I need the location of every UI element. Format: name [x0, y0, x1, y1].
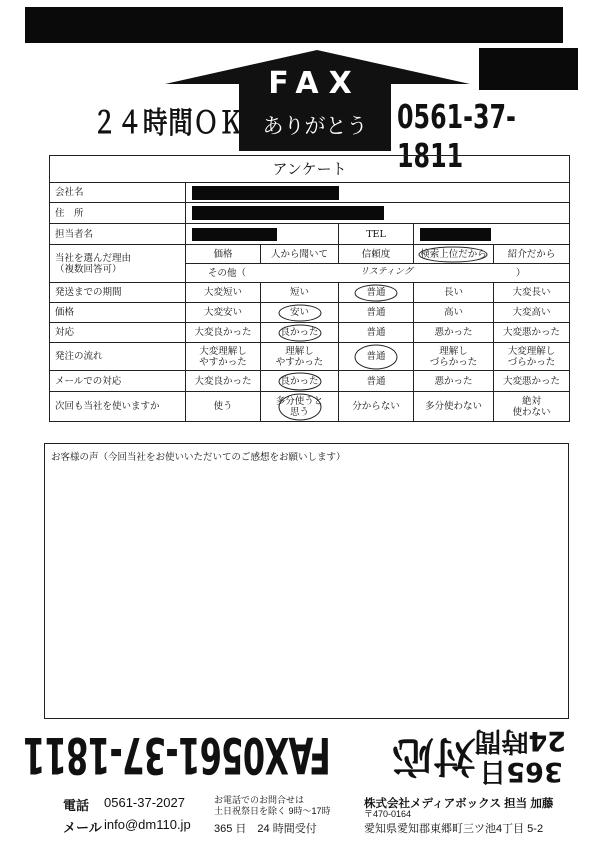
rating-option[interactable]	[186, 371, 261, 392]
rating-option[interactable]	[339, 371, 414, 392]
reason-option[interactable]: 信頼度	[339, 245, 414, 264]
rating-option-label: 普通	[366, 307, 386, 318]
rating-option-label: 大変良かった	[194, 375, 252, 387]
call-note-line1: お電話でのお問合せは	[214, 795, 305, 805]
redacted-address	[192, 206, 384, 220]
customer-voice-label: お客様の声（今回当社をお使いいただいてのご感想をお願いします）	[51, 452, 346, 463]
rating-option[interactable]	[414, 343, 494, 371]
reason-other-close: ）	[516, 268, 526, 279]
redacted-tel	[420, 228, 491, 241]
rating-option[interactable]	[186, 323, 261, 343]
big-fax-number	[23, 724, 392, 786]
tel-label: TEL	[339, 224, 414, 245]
rating-option[interactable]	[186, 303, 261, 323]
redacted-top-bar	[25, 7, 563, 43]
circle-mark-icon	[277, 304, 323, 322]
circle-mark-icon	[353, 284, 399, 302]
rating-option-label: 大変長い	[512, 287, 551, 298]
circle-mark-icon	[353, 344, 399, 370]
rating-option-label: 普通	[366, 287, 386, 298]
mail-address-footer[interactable]: info@dm110.jp	[104, 817, 191, 832]
rating-option-label: 使う	[213, 401, 233, 412]
fax-word: FAX	[268, 66, 362, 101]
rating-option[interactable]	[186, 343, 261, 371]
reason-option-selected[interactable]	[414, 245, 494, 264]
rating-option-label: 多分使わない	[424, 401, 482, 412]
rating-option-selected[interactable]	[339, 343, 414, 371]
reason-option[interactable]: 価格	[186, 245, 261, 264]
rating-option-label: 高い	[443, 307, 463, 318]
reason-label-line1: 当社を選んだ理由	[55, 252, 132, 264]
rating-option-label: 大変高い	[512, 307, 551, 318]
rating-option-label: 短い	[289, 287, 309, 298]
rating-option-label: 良かった	[280, 327, 319, 338]
tel-label-footer: 電話	[63, 798, 90, 813]
rating-row-label: メールでの対応	[50, 371, 186, 392]
rating-row	[50, 283, 570, 303]
reason-label-line2: （複数回答可）	[55, 263, 122, 275]
rating-option-label: 理解し やすかった	[275, 345, 324, 368]
rating-option-selected[interactable]	[261, 323, 339, 343]
big-hours-block	[476, 724, 566, 786]
rating-option[interactable]	[186, 392, 261, 422]
rating-option-label: 悪かった	[434, 375, 473, 387]
company-label: 会社名	[50, 183, 186, 203]
rating-option[interactable]	[494, 343, 570, 371]
rating-option-selected[interactable]	[261, 392, 339, 422]
rating-option[interactable]	[261, 283, 339, 303]
rating-row	[50, 303, 570, 323]
big-fax-text: FAX0561-37-1811	[23, 726, 331, 784]
circle-mark-icon	[277, 324, 323, 342]
rating-option-label: 大変理解し づらかった	[507, 345, 556, 368]
redacted-company	[192, 186, 339, 200]
rating-option-label: 多分使うと 思う	[275, 395, 324, 418]
rating-option-label: 普通	[366, 327, 386, 338]
rating-row-label: 発送までの期間	[50, 283, 186, 303]
reason-label	[50, 245, 186, 283]
rating-option[interactable]	[494, 371, 570, 392]
rating-option-label: 良かった	[280, 375, 319, 387]
rating-option[interactable]	[494, 392, 570, 422]
rating-option-selected[interactable]	[339, 283, 414, 303]
rating-row	[50, 392, 570, 422]
company-name: 株式会社メディアボックス 担当 加藤	[364, 798, 554, 810]
survey-title: アンケート	[50, 156, 570, 183]
rating-option-selected[interactable]	[261, 303, 339, 323]
rating-row	[50, 323, 570, 343]
rating-option-label: 大変安い	[203, 307, 242, 318]
reason-other[interactable]	[186, 264, 570, 283]
rating-option-label: 分からない	[352, 401, 400, 412]
rating-option[interactable]	[261, 343, 339, 371]
rating-option-label: 安い	[289, 307, 309, 318]
thanks-word: ありがとう	[262, 114, 368, 138]
reason-option[interactable]: 紹介だから	[494, 245, 570, 264]
tel-field[interactable]	[414, 224, 570, 245]
call-note-line2: 土日祝祭日を除く 9時〜17時	[214, 806, 331, 816]
redacted-person	[192, 228, 277, 241]
customer-voice-box[interactable]	[44, 443, 569, 719]
rating-option-label: 大変悪かった	[503, 375, 561, 387]
big-support-text: 対応	[391, 732, 476, 781]
redacted-top-right	[479, 48, 578, 90]
reason-other-value: リスティング	[360, 267, 413, 277]
rating-option[interactable]	[339, 392, 414, 422]
company-field[interactable]	[186, 183, 570, 203]
reason-option[interactable]: 人から聞いて	[261, 245, 339, 264]
address-field[interactable]	[186, 203, 570, 224]
person-label: 担当者名	[50, 224, 186, 245]
rating-row	[50, 343, 570, 371]
rating-option[interactable]	[414, 371, 494, 392]
rating-option-label: 普通	[366, 375, 386, 387]
rating-option-label: 悪かった	[434, 327, 473, 338]
rating-option-selected[interactable]	[261, 371, 339, 392]
rating-option-label: 絶対 使わない	[512, 395, 551, 418]
hours-ok: ２４時間ＯＫ	[92, 106, 245, 141]
rating-option[interactable]	[414, 323, 494, 343]
rating-option-label: 大変良かった	[194, 327, 252, 338]
rating-option-label: 大変短い	[203, 287, 242, 298]
rating-row-label: 対応	[50, 323, 186, 343]
rating-option-label: 大変理解し やすかった	[199, 345, 247, 368]
rating-option[interactable]	[414, 303, 494, 323]
reason-other-label: その他（	[208, 267, 247, 279]
rating-option[interactable]	[186, 283, 261, 303]
rating-row-label: 次回も当社を使いますか	[50, 392, 186, 422]
header-fax-number: 0561-37-1811	[397, 97, 516, 175]
tel-number-footer[interactable]: 0561-37-2027	[104, 795, 185, 810]
rating-option-label: 長い	[443, 287, 463, 298]
mail-label-footer: メール	[63, 820, 102, 835]
circle-mark-icon	[417, 246, 489, 263]
address-label: 住 所	[50, 203, 186, 224]
rating-option[interactable]	[414, 283, 494, 303]
postal-code: 〒470-0164	[364, 809, 412, 819]
person-field[interactable]	[186, 224, 339, 245]
rating-option[interactable]	[494, 283, 570, 303]
rating-option[interactable]	[339, 303, 414, 323]
rating-option[interactable]	[494, 323, 570, 343]
rating-option[interactable]	[494, 303, 570, 323]
rating-option-label: 理解し づらかった	[429, 345, 478, 368]
survey-table	[49, 155, 570, 422]
circle-mark-icon	[277, 393, 323, 421]
rating-option[interactable]	[339, 323, 414, 343]
big-hours: 24時間	[474, 725, 566, 756]
company-address: 愛知県愛知郡東郷町三ツ池4丁目 5-2	[364, 823, 544, 835]
circle-mark-icon	[277, 372, 323, 391]
reason-option-label: 検索上位だから	[420, 248, 487, 260]
rating-option-label: 大変悪かった	[503, 327, 561, 338]
rating-row	[50, 371, 570, 392]
rating-option[interactable]	[414, 392, 494, 422]
rating-row-label: 発注の流れ	[50, 343, 186, 371]
rating-row-label: 価格	[50, 303, 186, 323]
big-days: 365日	[479, 756, 563, 787]
rating-option-label: 普通	[366, 351, 386, 362]
fax-service-hours: 365 日 24 時間受付	[214, 823, 317, 835]
